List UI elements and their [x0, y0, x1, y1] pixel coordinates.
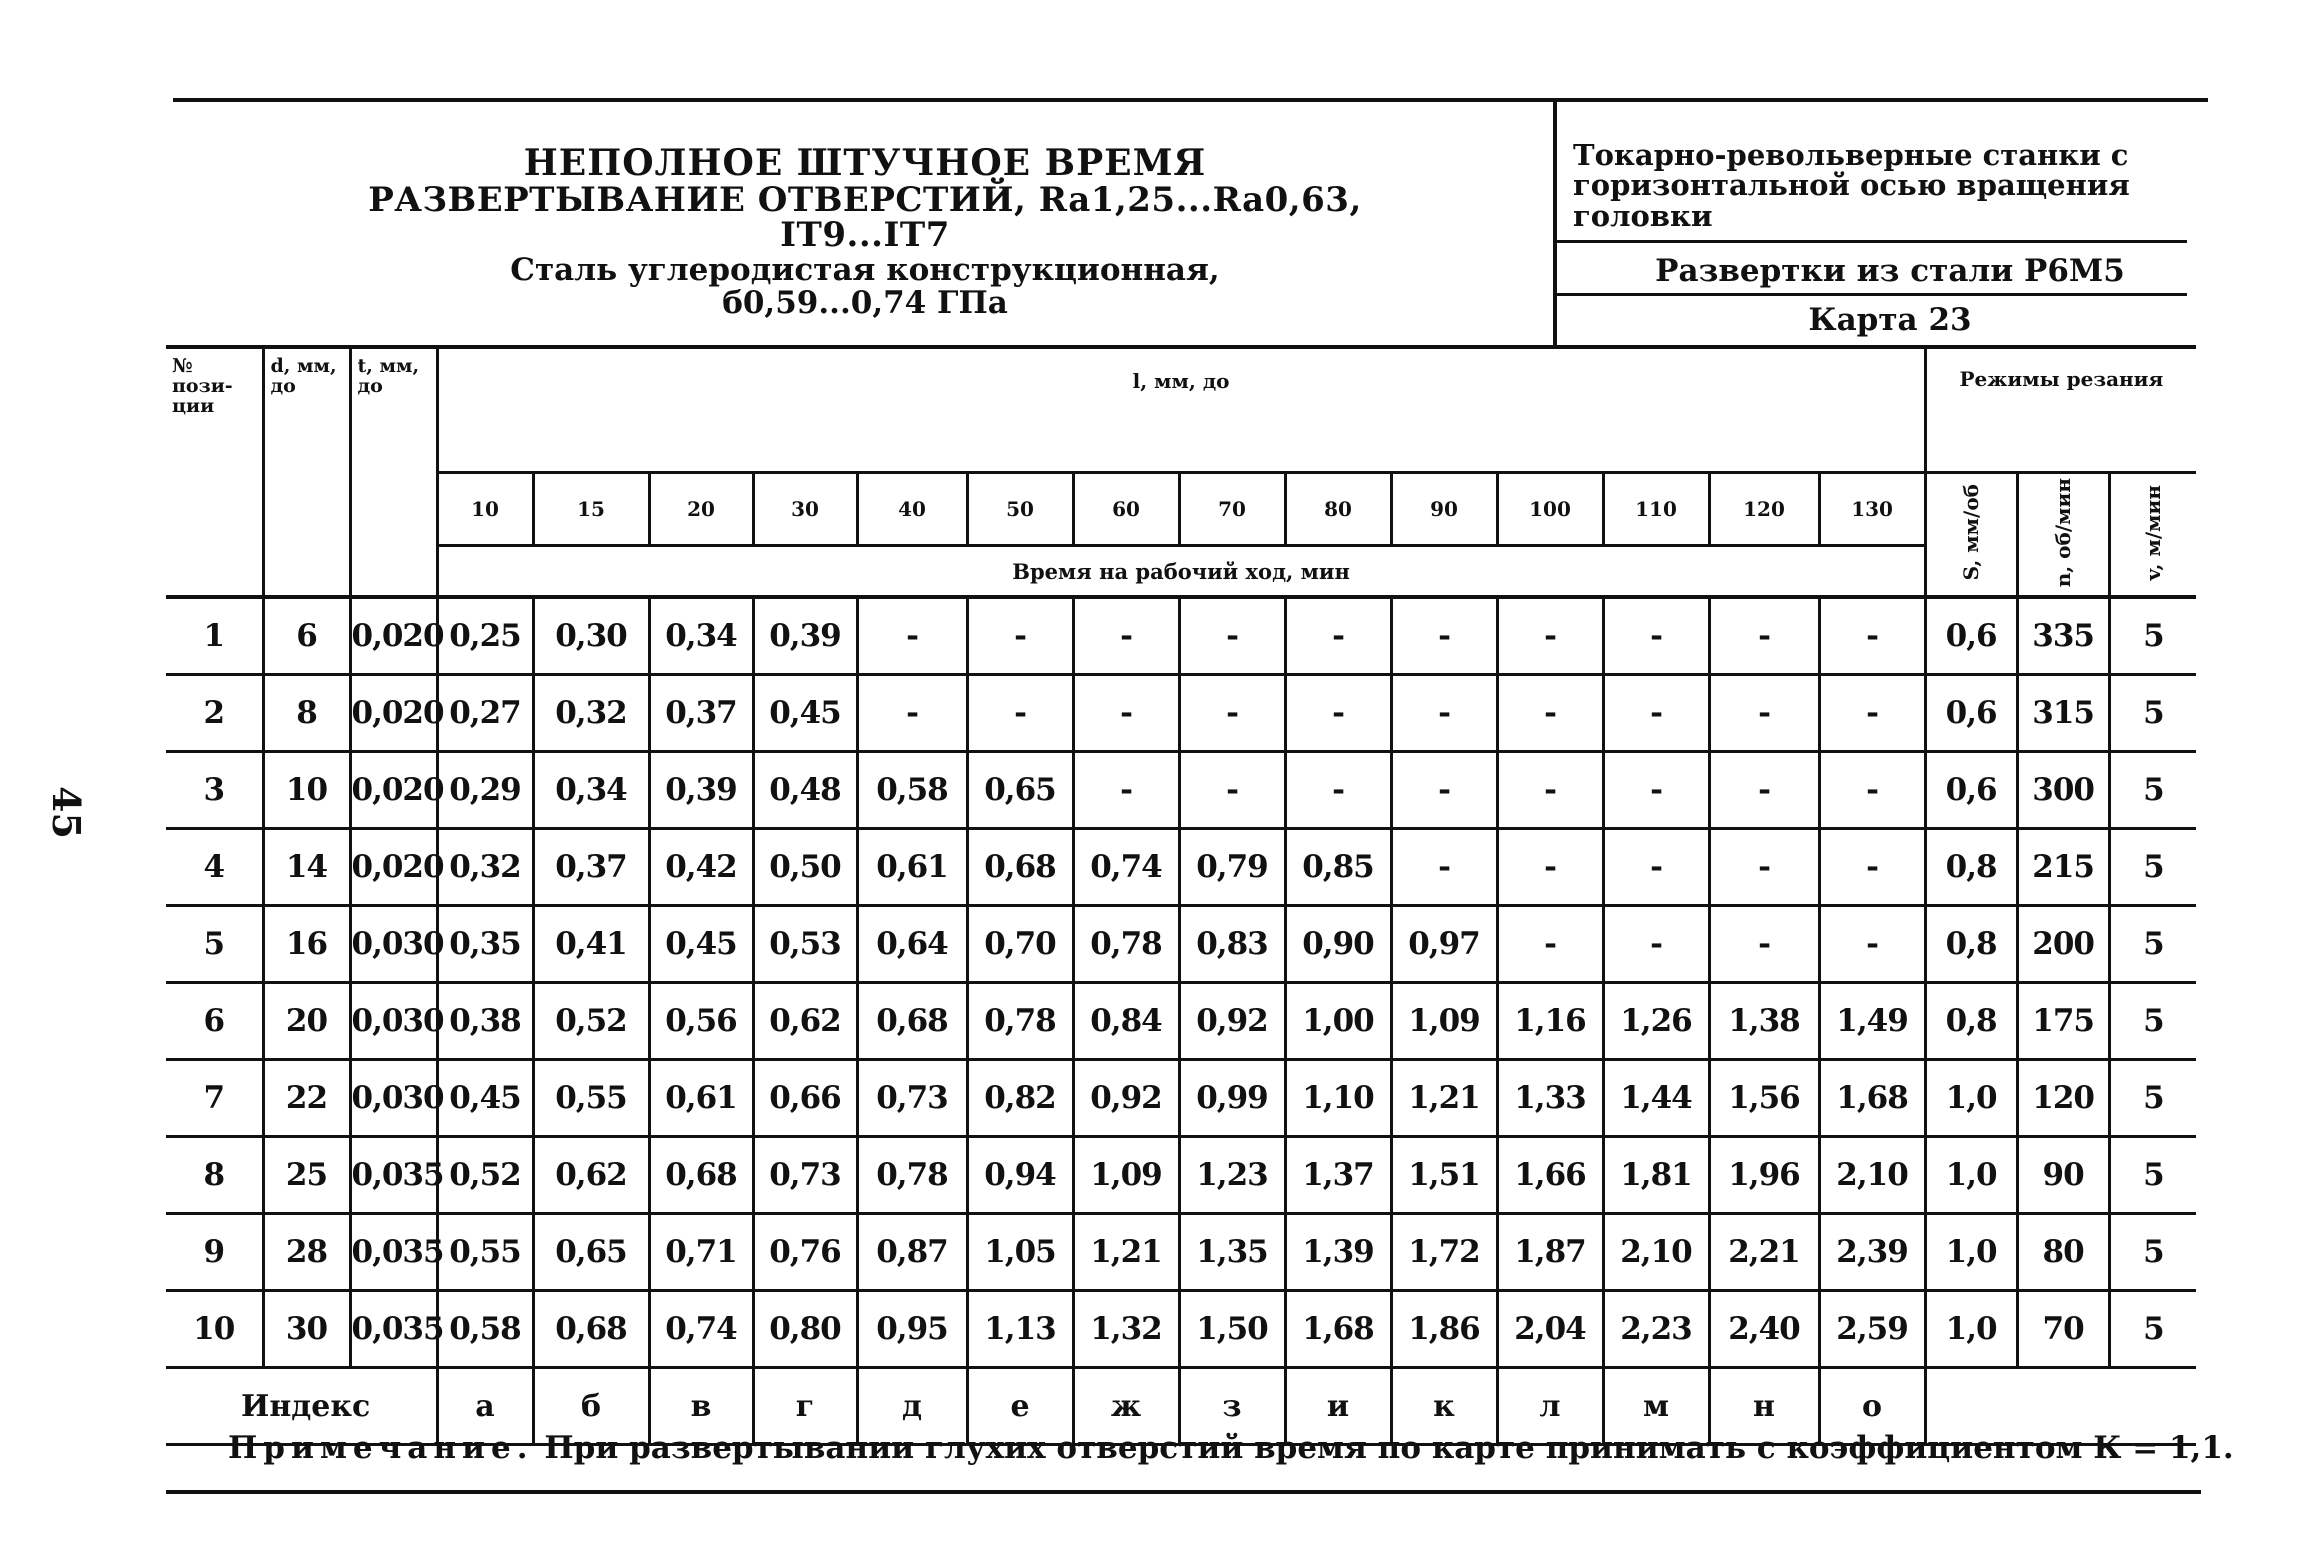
time-cell: 0,56 — [649, 983, 753, 1060]
index-letter: н — [1709, 1368, 1819, 1445]
time-cell: 2,39 — [1819, 1214, 1925, 1291]
time-cell: 0,66 — [753, 1060, 857, 1137]
time-cell: 0,97 — [1391, 906, 1497, 983]
time-cell: 0,32 — [437, 829, 533, 906]
index-letter: л — [1497, 1368, 1603, 1445]
v-cell: 5 — [2109, 983, 2196, 1060]
table-row — [166, 829, 2196, 906]
card-number: Карта 23 — [1808, 302, 1972, 338]
time-cell: 0,29 — [437, 752, 533, 829]
time-cell: 0,83 — [1179, 906, 1285, 983]
time-cell: 0,74 — [649, 1291, 753, 1368]
time-cell: - — [1819, 597, 1925, 675]
time-cell: - — [1391, 829, 1497, 906]
time-cell: 0,65 — [533, 1214, 649, 1291]
diameter-cell: 8 — [263, 675, 350, 752]
time-cell: - — [1497, 675, 1603, 752]
length-header: 10 — [437, 473, 533, 546]
time-cell: - — [1709, 906, 1819, 983]
position-cell: 2 — [166, 675, 263, 752]
time-cell: 0,94 — [967, 1137, 1073, 1214]
diameter-header: d, мм, до — [263, 347, 350, 597]
index-letter: в — [649, 1368, 753, 1445]
position-cell: 1 — [166, 597, 263, 675]
page-number: 45 — [43, 786, 89, 839]
tool-material-rule — [1557, 293, 2187, 296]
time-cell: - — [1819, 675, 1925, 752]
time-cell: 0,79 — [1179, 829, 1285, 906]
time-cell: - — [1603, 675, 1709, 752]
position-cell: 7 — [166, 1060, 263, 1137]
v-header-label: v, м/мин — [2140, 484, 2165, 581]
table-row — [166, 752, 2196, 829]
time-cell: 0,82 — [967, 1060, 1073, 1137]
time-cell: 1,37 — [1285, 1137, 1391, 1214]
v-header — [2109, 473, 2196, 598]
s-cell: 1,0 — [1925, 1137, 2017, 1214]
time-cell: 1,10 — [1285, 1060, 1391, 1137]
time-cell: - — [1073, 752, 1179, 829]
time-cell: 0,71 — [649, 1214, 753, 1291]
time-cell: - — [1603, 597, 1709, 675]
time-cell: - — [1497, 906, 1603, 983]
time-cell: 2,59 — [1819, 1291, 1925, 1368]
time-cell: 1,68 — [1819, 1060, 1925, 1137]
v-cell: 5 — [2109, 675, 2196, 752]
time-cell: 0,78 — [857, 1137, 967, 1214]
time-norms-table — [166, 345, 2196, 1446]
time-cell: 0,37 — [533, 829, 649, 906]
time-cell: 0,58 — [857, 752, 967, 829]
depth-cell: 0,020 — [350, 829, 437, 906]
time-cell: 0,55 — [533, 1060, 649, 1137]
cutting-modes-header: Режимы резания — [1925, 347, 2196, 473]
time-cell: 2,10 — [1603, 1214, 1709, 1291]
time-cell: 1,13 — [967, 1291, 1073, 1368]
time-cell: 0,58 — [437, 1291, 533, 1368]
time-cell: - — [1603, 829, 1709, 906]
length-header: 90 — [1391, 473, 1497, 546]
time-cell: - — [1603, 906, 1709, 983]
index-letter: ж — [1073, 1368, 1179, 1445]
time-cell: 0,52 — [437, 1137, 533, 1214]
time-cell: 0,73 — [857, 1060, 967, 1137]
time-cell: - — [1819, 752, 1925, 829]
depth-cell: 0,030 — [350, 906, 437, 983]
time-cell: 0,35 — [437, 906, 533, 983]
length-header: 50 — [967, 473, 1073, 546]
v-cell: 5 — [2109, 906, 2196, 983]
time-cell: 0,45 — [437, 1060, 533, 1137]
time-cell: 0,78 — [1073, 906, 1179, 983]
time-cell: 0,90 — [1285, 906, 1391, 983]
time-cell: 0,62 — [533, 1137, 649, 1214]
time-cell: 0,37 — [649, 675, 753, 752]
time-cell: 2,21 — [1709, 1214, 1819, 1291]
length-header: 80 — [1285, 473, 1391, 546]
time-cell: 0,41 — [533, 906, 649, 983]
time-cell: 0,73 — [753, 1137, 857, 1214]
header-divider — [1553, 98, 1557, 348]
diameter-cell: 30 — [263, 1291, 350, 1368]
position-cell: 9 — [166, 1214, 263, 1291]
time-cell: - — [1179, 675, 1285, 752]
depth-cell: 0,035 — [350, 1291, 437, 1368]
depth-cell: 0,035 — [350, 1214, 437, 1291]
v-cell: 5 — [2109, 1060, 2196, 1137]
s-cell: 1,0 — [1925, 1214, 2017, 1291]
length-header: 60 — [1073, 473, 1179, 546]
page-title — [300, 142, 1430, 321]
time-cell: 0,50 — [753, 829, 857, 906]
length-header: 100 — [1497, 473, 1603, 546]
bottom-rule — [166, 1490, 2201, 1494]
diameter-cell: 25 — [263, 1137, 350, 1214]
s-header-label: S, мм/об — [1958, 484, 1983, 581]
s-cell: 0,8 — [1925, 983, 2017, 1060]
time-cell: 0,68 — [967, 829, 1073, 906]
time-cell: 0,34 — [533, 752, 649, 829]
table-row — [166, 983, 2196, 1060]
time-cell: - — [857, 597, 967, 675]
time-cell: - — [1819, 906, 1925, 983]
index-letter: и — [1285, 1368, 1391, 1445]
time-cell: 0,99 — [1179, 1060, 1285, 1137]
length-group-header: l, мм, до — [437, 347, 1925, 473]
time-cell: - — [1497, 829, 1603, 906]
machine-type-rule — [1557, 240, 2187, 243]
time-cell: 0,30 — [533, 597, 649, 675]
time-cell: - — [857, 675, 967, 752]
time-cell: - — [1073, 675, 1179, 752]
time-cell: 0,34 — [649, 597, 753, 675]
time-cell: 0,87 — [857, 1214, 967, 1291]
index-letter: г — [753, 1368, 857, 1445]
time-cell: - — [1179, 752, 1285, 829]
time-header: Время на рабочий ход, мин — [437, 546, 1925, 598]
time-cell: 1,87 — [1497, 1214, 1603, 1291]
time-cell: - — [1285, 752, 1391, 829]
length-header: 70 — [1179, 473, 1285, 546]
s-header — [1925, 473, 2017, 598]
index-letter: з — [1179, 1368, 1285, 1445]
s-cell: 1,0 — [1925, 1060, 2017, 1137]
n-cell: 300 — [2017, 752, 2109, 829]
s-cell: 0,6 — [1925, 597, 2017, 675]
tool-material: Развертки из стали Р6М5 — [1655, 253, 2125, 289]
time-cell: 1,23 — [1179, 1137, 1285, 1214]
time-cell: 2,23 — [1603, 1291, 1709, 1368]
title-line-4: б0,59...0,74 ГПа — [722, 284, 1008, 321]
time-cell: 0,61 — [857, 829, 967, 906]
depth-cell: 0,035 — [350, 1137, 437, 1214]
table-row — [166, 1137, 2196, 1214]
table-row — [166, 1214, 2196, 1291]
time-cell: 1,05 — [967, 1214, 1073, 1291]
s-cell: 0,6 — [1925, 752, 2017, 829]
footnote-label: Примечание. — [228, 1430, 534, 1466]
time-cell: 1,32 — [1073, 1291, 1179, 1368]
index-letter: м — [1603, 1368, 1709, 1445]
time-cell: 1,66 — [1497, 1137, 1603, 1214]
n-cell: 200 — [2017, 906, 2109, 983]
diameter-cell: 14 — [263, 829, 350, 906]
table-row — [166, 675, 2196, 752]
index-letter: б — [533, 1368, 649, 1445]
title-line-2: РАЗВЕРТЫВАНИЕ ОТВЕРСТИЙ, Ra1,25...Ra0,63, IT9...IT7 — [368, 179, 1362, 256]
index-letter: е — [967, 1368, 1073, 1445]
length-header: 120 — [1709, 473, 1819, 546]
index-letter: а — [437, 1368, 533, 1445]
machine-type: Токарно-револьверные станки с горизонтальной осью вращения головки — [1573, 138, 2130, 233]
time-cell: 1,00 — [1285, 983, 1391, 1060]
diameter-cell: 28 — [263, 1214, 350, 1291]
time-cell: 0,62 — [753, 983, 857, 1060]
time-cell: 0,68 — [857, 983, 967, 1060]
time-cell: 1,39 — [1285, 1214, 1391, 1291]
time-cell: 0,85 — [1285, 829, 1391, 906]
n-cell: 90 — [2017, 1137, 2109, 1214]
time-cell: 1,68 — [1285, 1291, 1391, 1368]
time-cell: 0,61 — [649, 1060, 753, 1137]
time-cell: 0,64 — [857, 906, 967, 983]
table-row — [166, 1291, 2196, 1368]
time-cell: 0,74 — [1073, 829, 1179, 906]
time-cell: - — [1819, 829, 1925, 906]
n-header — [2017, 473, 2109, 598]
time-cell: - — [1391, 597, 1497, 675]
n-cell: 70 — [2017, 1291, 2109, 1368]
time-cell: - — [1709, 752, 1819, 829]
time-cell: 0,92 — [1179, 983, 1285, 1060]
footnote-text: При развертывании глухих отверстий время по карте принимать с коэффициентом К = 1,1. — [533, 1430, 2234, 1466]
v-cell: 5 — [2109, 752, 2196, 829]
time-cell: 0,52 — [533, 983, 649, 1060]
depth-cell: 0,020 — [350, 597, 437, 675]
time-cell: 1,09 — [1391, 983, 1497, 1060]
time-cell: - — [1285, 675, 1391, 752]
time-cell: - — [1709, 829, 1819, 906]
time-cell: - — [1179, 597, 1285, 675]
time-cell: 1,86 — [1391, 1291, 1497, 1368]
n-cell: 80 — [2017, 1214, 2109, 1291]
time-cell: 0,80 — [753, 1291, 857, 1368]
time-cell: 0,48 — [753, 752, 857, 829]
time-cell: 1,35 — [1179, 1214, 1285, 1291]
index-letter: д — [857, 1368, 967, 1445]
time-cell: 1,33 — [1497, 1060, 1603, 1137]
position-cell: 3 — [166, 752, 263, 829]
depth-cell: 0,020 — [350, 752, 437, 829]
s-cell: 0,8 — [1925, 906, 2017, 983]
time-cell: 1,21 — [1073, 1214, 1179, 1291]
position-cell: 4 — [166, 829, 263, 906]
diameter-cell: 10 — [263, 752, 350, 829]
table-row — [166, 906, 2196, 983]
position-cell: 8 — [166, 1137, 263, 1214]
time-cell: 2,04 — [1497, 1291, 1603, 1368]
time-cell: 0,65 — [967, 752, 1073, 829]
time-cell: 1,26 — [1603, 983, 1709, 1060]
v-cell: 5 — [2109, 597, 2196, 675]
time-cell: 0,95 — [857, 1291, 967, 1368]
time-cell: 0,68 — [533, 1291, 649, 1368]
table-row — [166, 1060, 2196, 1137]
time-cell: - — [1603, 752, 1709, 829]
time-cell: 0,45 — [649, 906, 753, 983]
s-cell: 0,8 — [1925, 829, 2017, 906]
length-header: 20 — [649, 473, 753, 546]
depth-cell: 0,030 — [350, 1060, 437, 1137]
title-line-1: НЕПОЛНОЕ ШТУЧНОЕ ВРЕМЯ — [523, 142, 1207, 184]
time-cell: 1,81 — [1603, 1137, 1709, 1214]
time-cell: - — [1285, 597, 1391, 675]
v-cell: 5 — [2109, 829, 2196, 906]
time-cell: 1,50 — [1179, 1291, 1285, 1368]
time-cell: 0,76 — [753, 1214, 857, 1291]
n-cell: 120 — [2017, 1060, 2109, 1137]
diameter-cell: 16 — [263, 906, 350, 983]
v-cell: 5 — [2109, 1291, 2196, 1368]
time-cell: 1,51 — [1391, 1137, 1497, 1214]
length-header: 130 — [1819, 473, 1925, 546]
n-cell: 215 — [2017, 829, 2109, 906]
time-cell: 0,55 — [437, 1214, 533, 1291]
time-cell: 0,32 — [533, 675, 649, 752]
v-cell: 5 — [2109, 1137, 2196, 1214]
time-cell: 0,38 — [437, 983, 533, 1060]
time-cell: - — [1497, 597, 1603, 675]
position-cell: 5 — [166, 906, 263, 983]
time-cell: 0,39 — [649, 752, 753, 829]
diameter-cell: 6 — [263, 597, 350, 675]
time-cell: 1,56 — [1709, 1060, 1819, 1137]
n-cell: 335 — [2017, 597, 2109, 675]
time-cell: 1,72 — [1391, 1214, 1497, 1291]
time-cell: - — [1709, 675, 1819, 752]
footnote — [228, 1430, 2234, 1466]
index-letter: к — [1391, 1368, 1497, 1445]
time-cell: - — [1709, 597, 1819, 675]
time-cell: 2,10 — [1819, 1137, 1925, 1214]
length-header: 40 — [857, 473, 967, 546]
time-cell: 0,78 — [967, 983, 1073, 1060]
time-cell: 1,16 — [1497, 983, 1603, 1060]
time-cell: - — [1391, 752, 1497, 829]
s-cell: 1,0 — [1925, 1291, 2017, 1368]
s-cell: 0,6 — [1925, 675, 2017, 752]
position-header: № пози-ции — [166, 347, 263, 597]
title-line-3: Сталь углеродистая конструкционная, — [510, 252, 1220, 289]
v-cell: 5 — [2109, 1214, 2196, 1291]
time-cell: 0,25 — [437, 597, 533, 675]
time-cell: 0,84 — [1073, 983, 1179, 1060]
index-label: Индекс — [166, 1368, 437, 1445]
time-cell: 0,27 — [437, 675, 533, 752]
position-cell: 6 — [166, 983, 263, 1060]
depth-cell: 0,030 — [350, 983, 437, 1060]
time-cell: 1,21 — [1391, 1060, 1497, 1137]
time-cell: 0,92 — [1073, 1060, 1179, 1137]
time-cell: - — [967, 675, 1073, 752]
time-cell: 1,49 — [1819, 983, 1925, 1060]
time-cell: - — [1391, 675, 1497, 752]
length-header: 15 — [533, 473, 649, 546]
time-cell: 1,44 — [1603, 1060, 1709, 1137]
depth-cell: 0,020 — [350, 675, 437, 752]
time-cell: 0,70 — [967, 906, 1073, 983]
n-cell: 315 — [2017, 675, 2109, 752]
position-cell: 10 — [166, 1291, 263, 1368]
time-cell: 2,40 — [1709, 1291, 1819, 1368]
depth-header: t, мм, до — [350, 347, 437, 597]
time-cell: 0,68 — [649, 1137, 753, 1214]
diameter-cell: 22 — [263, 1060, 350, 1137]
time-cell: 0,53 — [753, 906, 857, 983]
time-cell: - — [1497, 752, 1603, 829]
time-cell: 0,39 — [753, 597, 857, 675]
index-letter: о — [1819, 1368, 1925, 1445]
n-header-label: n, об/мин — [2050, 477, 2075, 588]
length-header: 30 — [753, 473, 857, 546]
time-cell: - — [1073, 597, 1179, 675]
table-row — [166, 597, 2196, 675]
time-cell: 1,09 — [1073, 1137, 1179, 1214]
diameter-cell: 20 — [263, 983, 350, 1060]
top-rule — [173, 98, 2208, 102]
time-cell: - — [967, 597, 1073, 675]
time-cell: 1,38 — [1709, 983, 1819, 1060]
n-cell: 175 — [2017, 983, 2109, 1060]
time-cell: 1,96 — [1709, 1137, 1819, 1214]
time-cell: 0,45 — [753, 675, 857, 752]
length-header: 110 — [1603, 473, 1709, 546]
time-cell: 0,42 — [649, 829, 753, 906]
